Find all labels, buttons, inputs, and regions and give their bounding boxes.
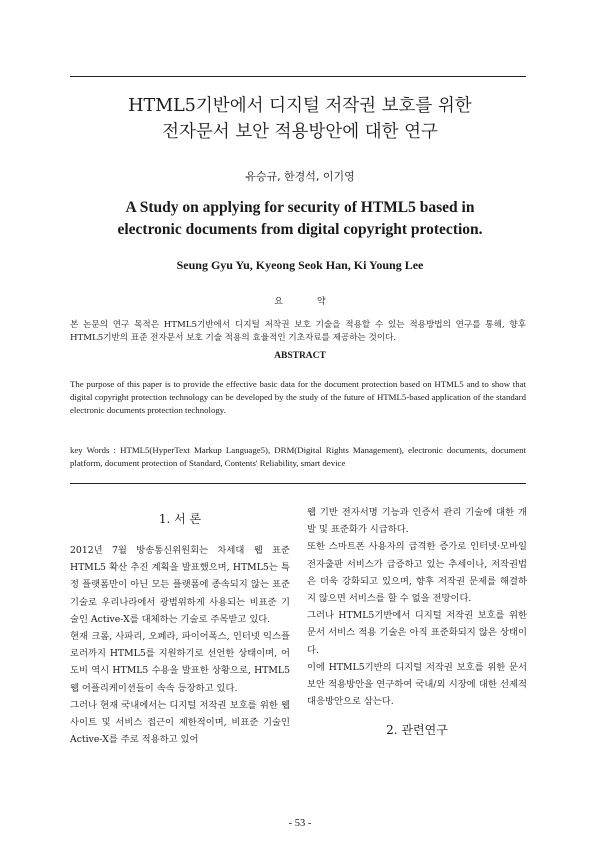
body-paragraph: 그러나 현재 국내에서는 디지털 저작권 보호를 위한 웹 사이트 및 서비스 접근이 제한적이며, 비표준 기술인 Active-X를 주로 적용하고 있어 xyxy=(70,699,290,746)
korean-title-line-2: 전자문서 보안 적용방안에 대한 연구 xyxy=(162,122,438,142)
body-paragraph: 웹 기반 전자서명 기능과 인증서 관리 기술에 대한 개발 및 표준화가 시급하다. xyxy=(307,507,527,536)
korean-abstract: 본 논문의 연구 목적은 HTML5기반에서 디지털 저작권 보호 기술을 적용할 수 있는 적용방법의 연구를 통해, 향후 HTML5기반의 표준 전자문서 보호 기술 적용의 효율적인 기초자료를 제공하는 것이다. xyxy=(70,320,526,343)
top-rule xyxy=(70,76,526,77)
korean-title-line-1: HTML5기반에서 디지털 저작권 보호를 위한 xyxy=(128,96,472,116)
korean-authors: 유승규, 한경석, 이기영 xyxy=(245,170,355,183)
section-2-heading: 2. 관련연구 xyxy=(386,723,448,738)
page-number: - 53 - xyxy=(288,818,312,829)
english-title-line-2: electronic documents from digital copyright protection. xyxy=(117,221,483,238)
body-right-column xyxy=(307,504,527,740)
english-abstract-heading: ABSTRACT xyxy=(274,351,326,361)
body-paragraph: 이에 HTML5기반의 디지털 저작권 보호를 위한 문서보안 적용방안을 연구하여 국내/외 시장에 대한 선제적 대응방안으로 삼는다. xyxy=(307,661,527,708)
korean-title xyxy=(60,93,540,145)
english-title xyxy=(60,197,540,241)
english-title-line-1: A Study on applying for security of HTML5 based in xyxy=(125,199,475,216)
body-paragraph: 또한 스마트폰 사용자의 급격한 증가로 인터넷·모바일 전자출판 서비스가 급증하고 있는 추세이나, 저작권법은 더욱 강화되고 있으며, 향후 저작권 문제를 해결하지 않으면 서비스를 할 수 없을 전망이다. xyxy=(307,541,527,605)
english-abstract: The purpose of this paper is to provide the effective basic data for the document protection based on HTML5 and to show that digital copyright protection technology can be developed by the study of the future of HTML5-based application of the standard electronic documents protection technology. xyxy=(70,379,526,415)
korean-abstract-heading: 요약 xyxy=(274,297,360,307)
body-paragraph: 현재 크롬, 사파리, 오페라, 파이어폭스, 인터넷 익스플로러까지 HTML5를 지원하기로 선언한 상태이며, 어도비 역시 HTML5 수용을 발표한 상황으로, HTML5 웹 어플리케이션들이 속속 등장하고 있다. xyxy=(70,631,290,694)
english-authors: Seung Gyu Yu, Kyeong Seok Han, Ki Young Lee xyxy=(176,258,424,272)
body-left-column xyxy=(70,504,290,748)
body-paragraph: 2012년 7월 방송통신위원회는 차세대 웹 표준 HTML5 확산 추진 계획을 발표했으며, HTML5는 특정 플랫폼만이 아닌 모든 플랫폼에 종속되지 않는 표준기술로 우리나라에서 광범위하게 사용되는 비표준 기술인 Active-X를 대체하는 기술로 주목받고 있다. xyxy=(70,545,290,625)
body-paragraph: 그러나 HTML5기반에서 디지털 저작권 보호를 위한 문서 서비스 적용 기술은 아직 표준화되지 않은 상태이다. xyxy=(307,610,527,656)
section-1-heading: 1. 서 론 xyxy=(158,512,202,526)
keywords: key Words : HTML5(HyperText Markup Language5), DRM(Digital Rights Management), electronic documents, document platform, document protection of Standard, Contents' Reliability, smart device xyxy=(70,445,526,468)
bottom-rule xyxy=(70,483,526,484)
